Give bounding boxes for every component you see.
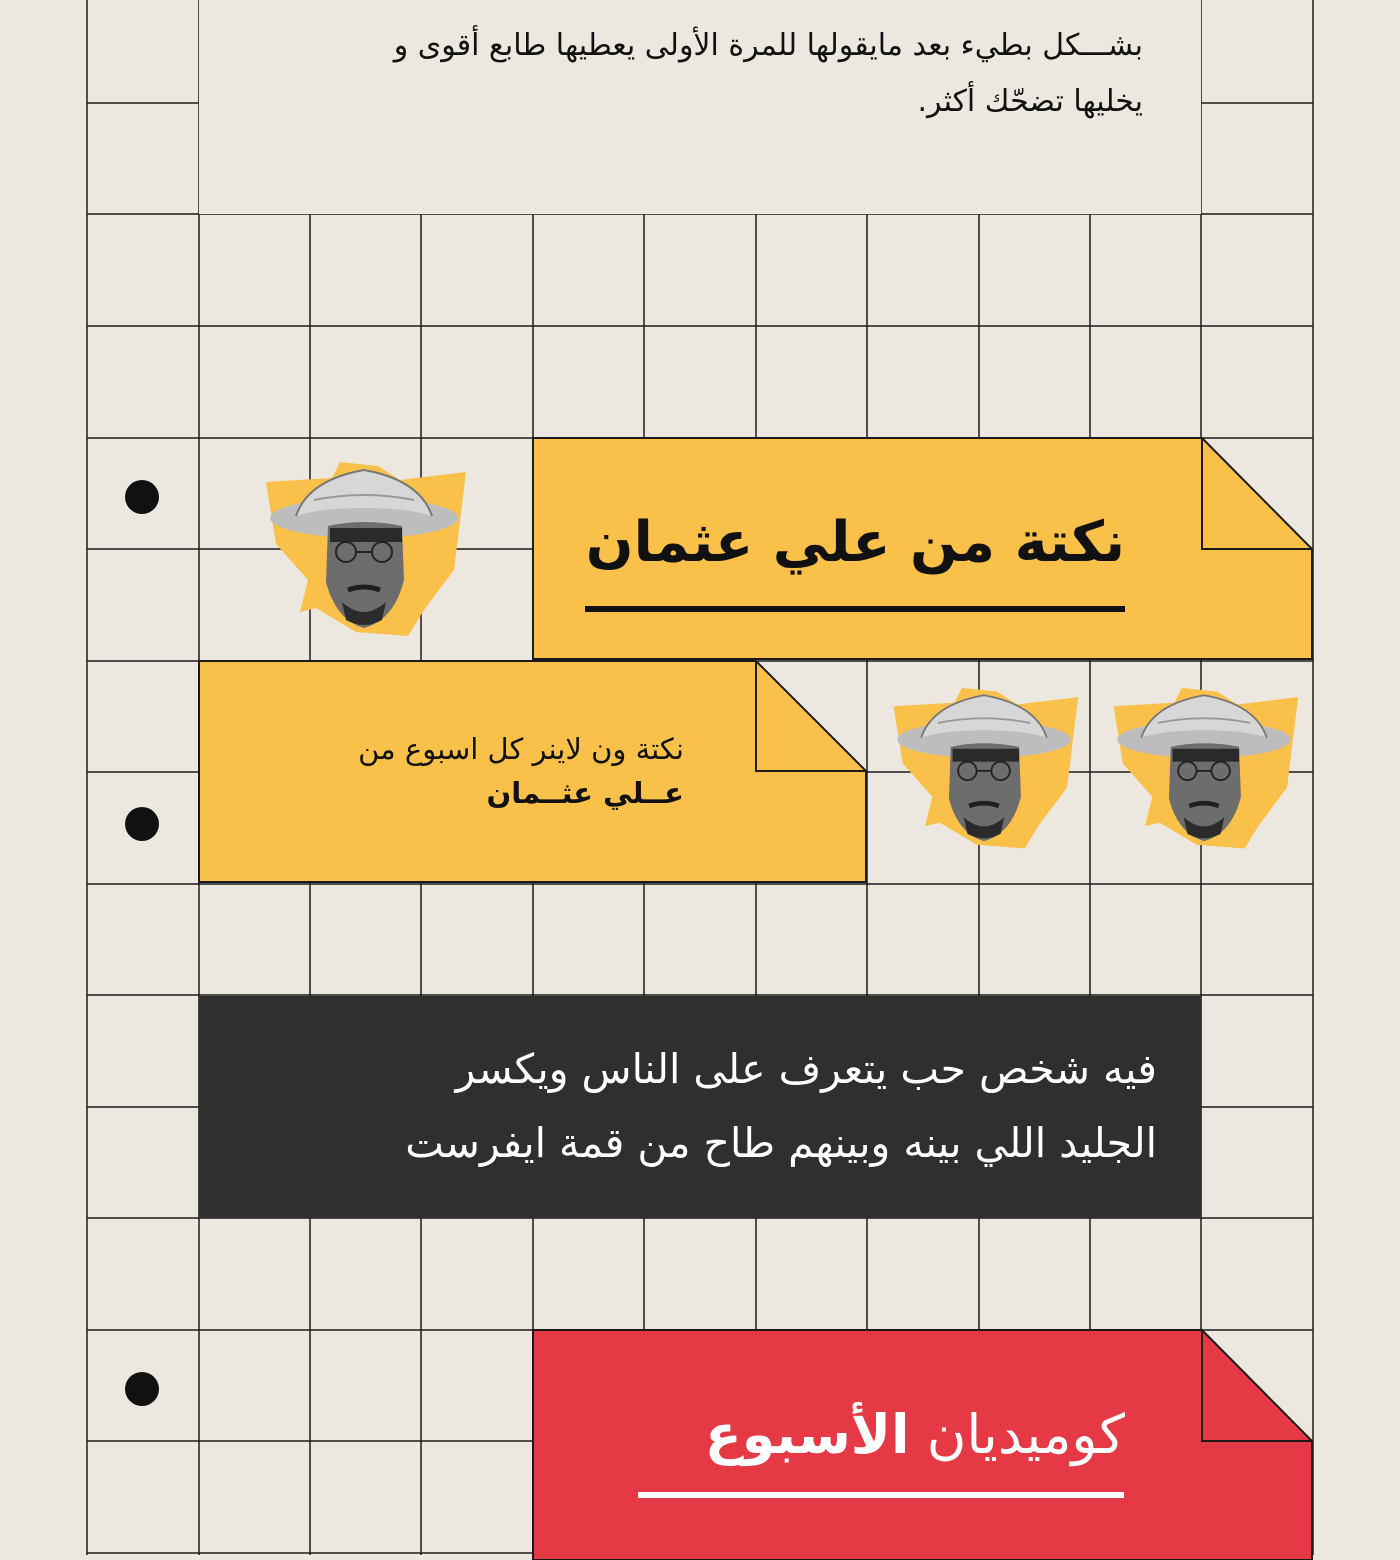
weekly-note-line-1: نكتة ون لاينر كل اسبوع من — [358, 732, 684, 766]
comedian-portrait — [886, 686, 1082, 854]
intro-line-2: يخليها تضحّك أكثر. — [917, 84, 1143, 119]
intro-text-area — [199, 0, 1201, 214]
weekly-note-panel — [199, 661, 867, 883]
comedian-label-bold: الأسبوع — [704, 1403, 910, 1466]
joke-text-panel — [199, 996, 1201, 1218]
bullet-dot — [125, 480, 159, 514]
joke-header-title: نكتة من علي عثمان — [585, 510, 1125, 575]
title-underline — [585, 606, 1125, 612]
comedian-underline — [638, 1492, 1124, 1498]
comedian-label-regular: كوميديان — [926, 1403, 1125, 1466]
weekly-note-line-2: عــلي عثــمان — [486, 776, 684, 810]
joke-line-1: فيه شخص حب يتعرف على الناس ويكسر — [455, 1045, 1157, 1093]
joke-line-2: الجليد اللي بينه وبينهم طاح من قمة ايفرست — [405, 1119, 1157, 1167]
comedian-label — [565, 1400, 1125, 1470]
intro-line-1: بشـــكل بطيء بعد مايقولها للمرة الأولى يعطيها طابع أقوى و — [393, 28, 1143, 63]
comedian-portrait — [258, 460, 470, 642]
comedian-of-week-panel — [533, 1330, 1313, 1560]
joke-header-panel — [533, 438, 1313, 660]
bullet-dot — [125, 807, 159, 841]
comedian-portrait — [1106, 686, 1302, 854]
bullet-dot — [125, 1372, 159, 1406]
